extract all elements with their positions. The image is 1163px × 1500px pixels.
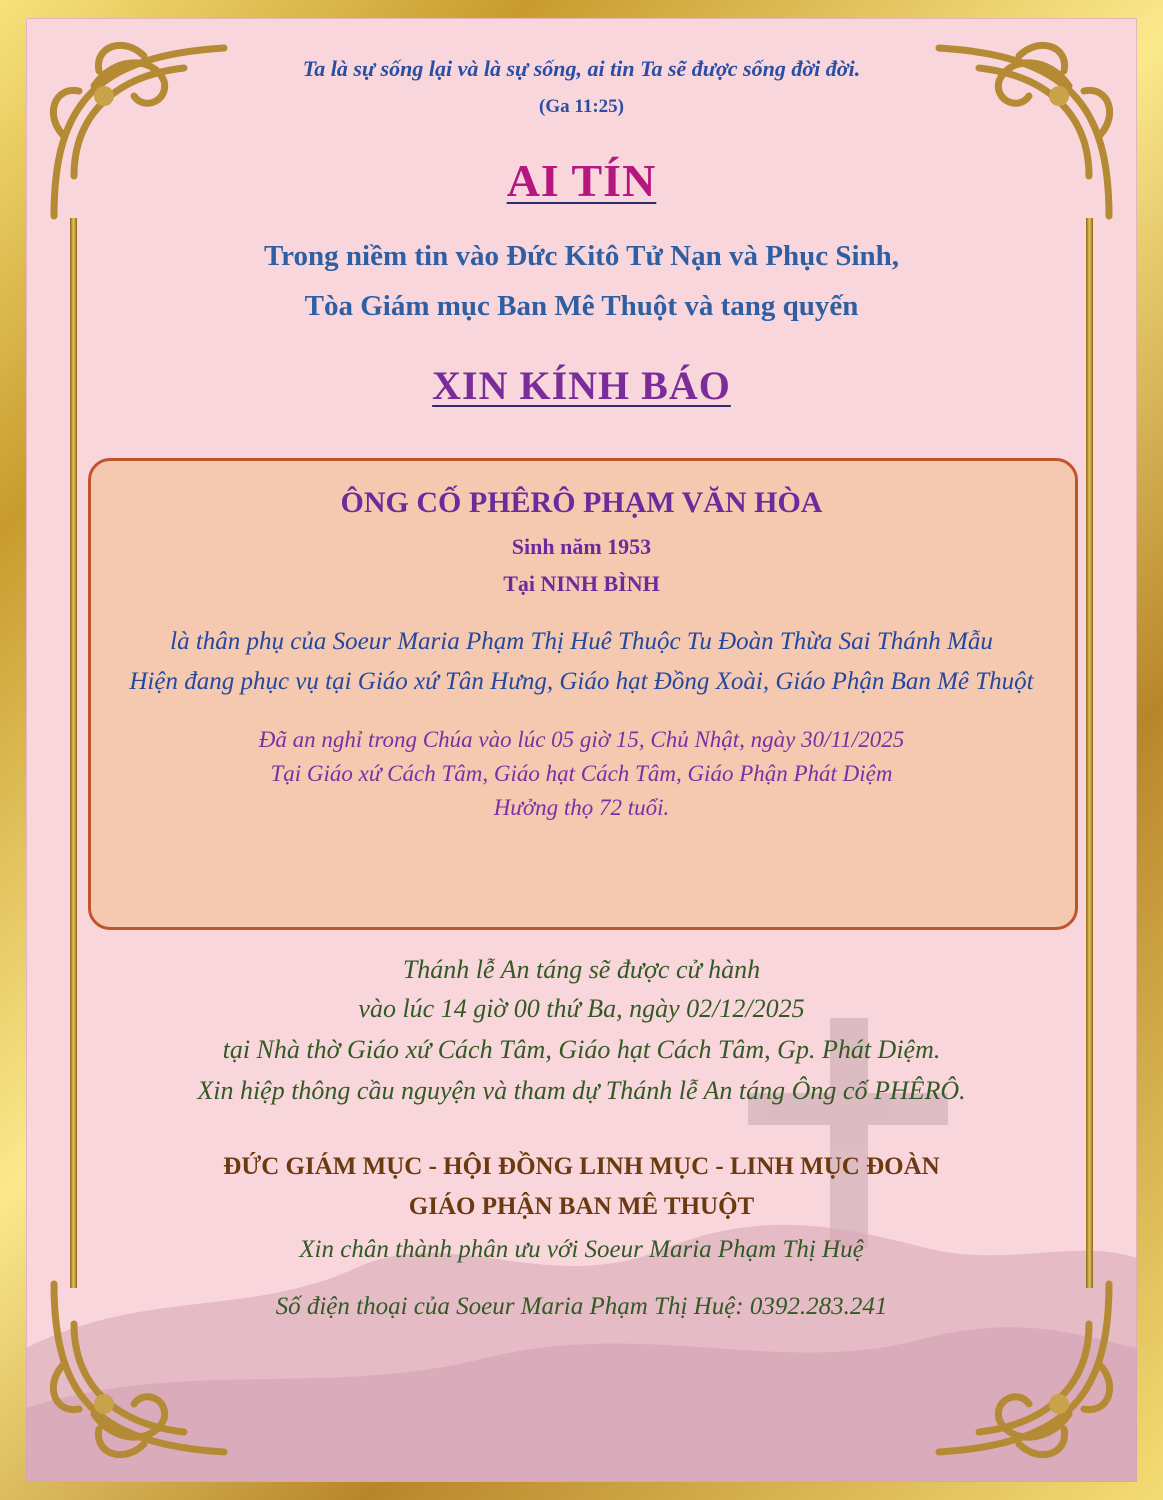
death-line-1: Đã an nghỉ trong Chúa vào lúc 05 giờ 15, Chủ Nhật, ngày 30/11/2025 [258, 727, 905, 752]
relation-line-2: Hiện đang phục vụ tại Giáo xứ Tân Hưng, Giáo hạt Đồng Xoài, Giáo Phận Ban Mê Thuột [129, 668, 1034, 695]
condolence-line: Xin chân thành phân ưu với Soeur Maria Phạm Thị Huệ [299, 1236, 864, 1263]
death-line-3: Hưởng thọ 72 tuổi. [493, 795, 670, 820]
death-line-2: Tại Giáo xứ Cách Tâm, Giáo hạt Cách Tâm, Giáo Phận Phát Diệm [270, 761, 893, 786]
birth-year: Sinh năm 1953 [511, 534, 652, 559]
phone-line: Số điện thoại của Soeur Maria Phạm Thị Huệ: 0392.283.241 [275, 1293, 888, 1320]
funeral-line-2: vào lúc 14 giờ 00 thứ Ba, ngày 02/12/2025 [358, 994, 805, 1023]
relation-line-1: là thân phụ của Soeur Maria Phạm Thị Huê Thuộc Tu Đoàn Thừa Sai Thánh Mẫu [170, 628, 993, 655]
announce-heading-text: XIN KÍNH BÁO [432, 363, 731, 408]
page-title [26, 154, 1137, 207]
scripture-reference: (Ga 11:25) [539, 96, 624, 117]
announcement-card [26, 18, 1137, 1482]
signature-line-1: ĐỨC GIÁM MỤC - HỘI ĐỒNG LINH MỤC - LINH MỤC ĐOÀN [223, 1153, 940, 1180]
funeral-line-1: Thánh lễ An táng sẽ được cử hành [402, 955, 761, 984]
deceased-name: ÔNG CỐ PHÊRÔ PHẠM VĂN HÒA [340, 486, 823, 519]
scripture-quote: Ta là sự sống lại và là sự sống, ai tin Ta sẽ được sống đời đời. [302, 56, 861, 81]
page-title-text: AI TÍN [506, 155, 657, 206]
intro-line-2: Tòa Giám mục Ban Mê Thuột và tang quyến [304, 290, 859, 322]
signature-line-2: GIÁO PHẬN BAN MÊ THUỘT [408, 1193, 755, 1220]
funeral-line-3: tại Nhà thờ Giáo xứ Cách Tâm, Giáo hạt Cách Tâm, Gp. Phát Diệm. [222, 1035, 941, 1064]
birth-place: Tại NINH BÌNH [503, 571, 660, 596]
funeral-line-4: Xin hiệp thông cầu nguyện và tham dự Thánh lễ An táng Ông cố PHÊRÔ. [197, 1076, 966, 1105]
announce-heading [26, 362, 1137, 409]
intro-line-1: Trong niềm tin vào Đức Kitô Tử Nạn và Phục Sinh, [263, 240, 900, 272]
